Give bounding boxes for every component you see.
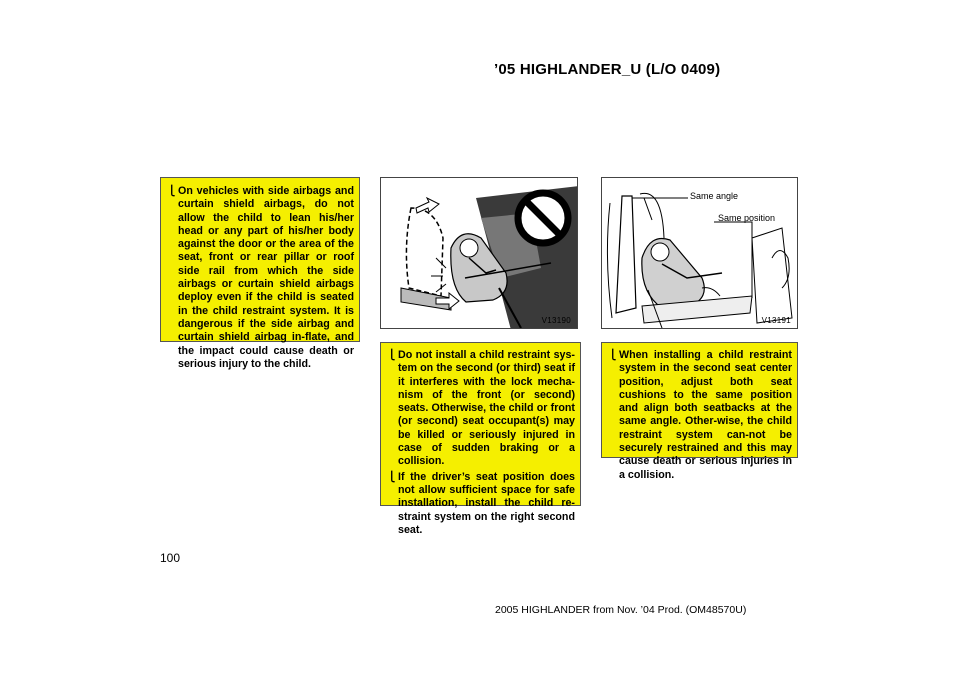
warning-text: On vehicles with side airbags and curtain shield airbags, do not allow the child to lean his/her head or any part of his/her body against the door or the area of the seat, front or rear pillar or roof side rail from which the side airbags or curtain shield airbags deploy even if the child is seated in the child restraint system. It is dangerous if the side airbag and curtain shield airbag in-flate, and the impact could cause death or serious injury to the child. [178,185,354,370]
warning-item [168,185,354,371]
warning-list [609,349,792,482]
bullet-icon: ⎩ [388,350,396,361]
bullet-icon: ⎩ [388,471,396,483]
warning-item [388,349,575,469]
header-title: ’05 HIGHLANDER_U (L/O 0409) [494,61,721,78]
callout-same-angle: Same angle [690,191,739,201]
page-number: 100 [160,551,181,565]
warning-box-side-airbags [160,177,360,370]
warning-item [609,349,792,482]
warning-list [388,349,575,537]
figure-code: V13190 [541,316,571,325]
warning-text: Do not install a child restraint sys-tem on the second (or third) seat if it interferes with the lock mecha-nism of the front (or second) seats. Otherwise, the child or front (or second) seat occupant(s) may be killed or seriously injured in case of sudden braking or a collision. [398,349,575,468]
illustration-child-seat-prohibited [380,177,578,329]
bullet-icon: ⎩ [609,350,617,361]
footer-text: 2005 HIGHLANDER from Nov. ’04 Prod. (OM48570U) [495,604,747,616]
bullet-icon: ⎩ [168,186,176,197]
figure-code: V13191 [761,316,791,325]
warning-box-lock-mechanism [380,342,581,536]
child-seat-door-illustration [381,178,578,329]
warning-box-center-position [601,342,798,481]
warning-text: If the driver’s seat position does not allow sufficient space for safe installation, install the child re-straint system on the right second seat. [398,470,575,536]
warning-item [388,471,575,537]
warning-text: When installing a child restraint system in the second seat center position, adjust both seat cushions to the same position and align both seatbacks at the same angle. Other-wise, the child restraint system can-not be securely restrained and this may cause death or serious injuries in a collision. [619,349,792,481]
illustration-seat-alignment [601,177,798,329]
warning-list [168,185,354,371]
callout-same-position: Same position [718,213,776,223]
